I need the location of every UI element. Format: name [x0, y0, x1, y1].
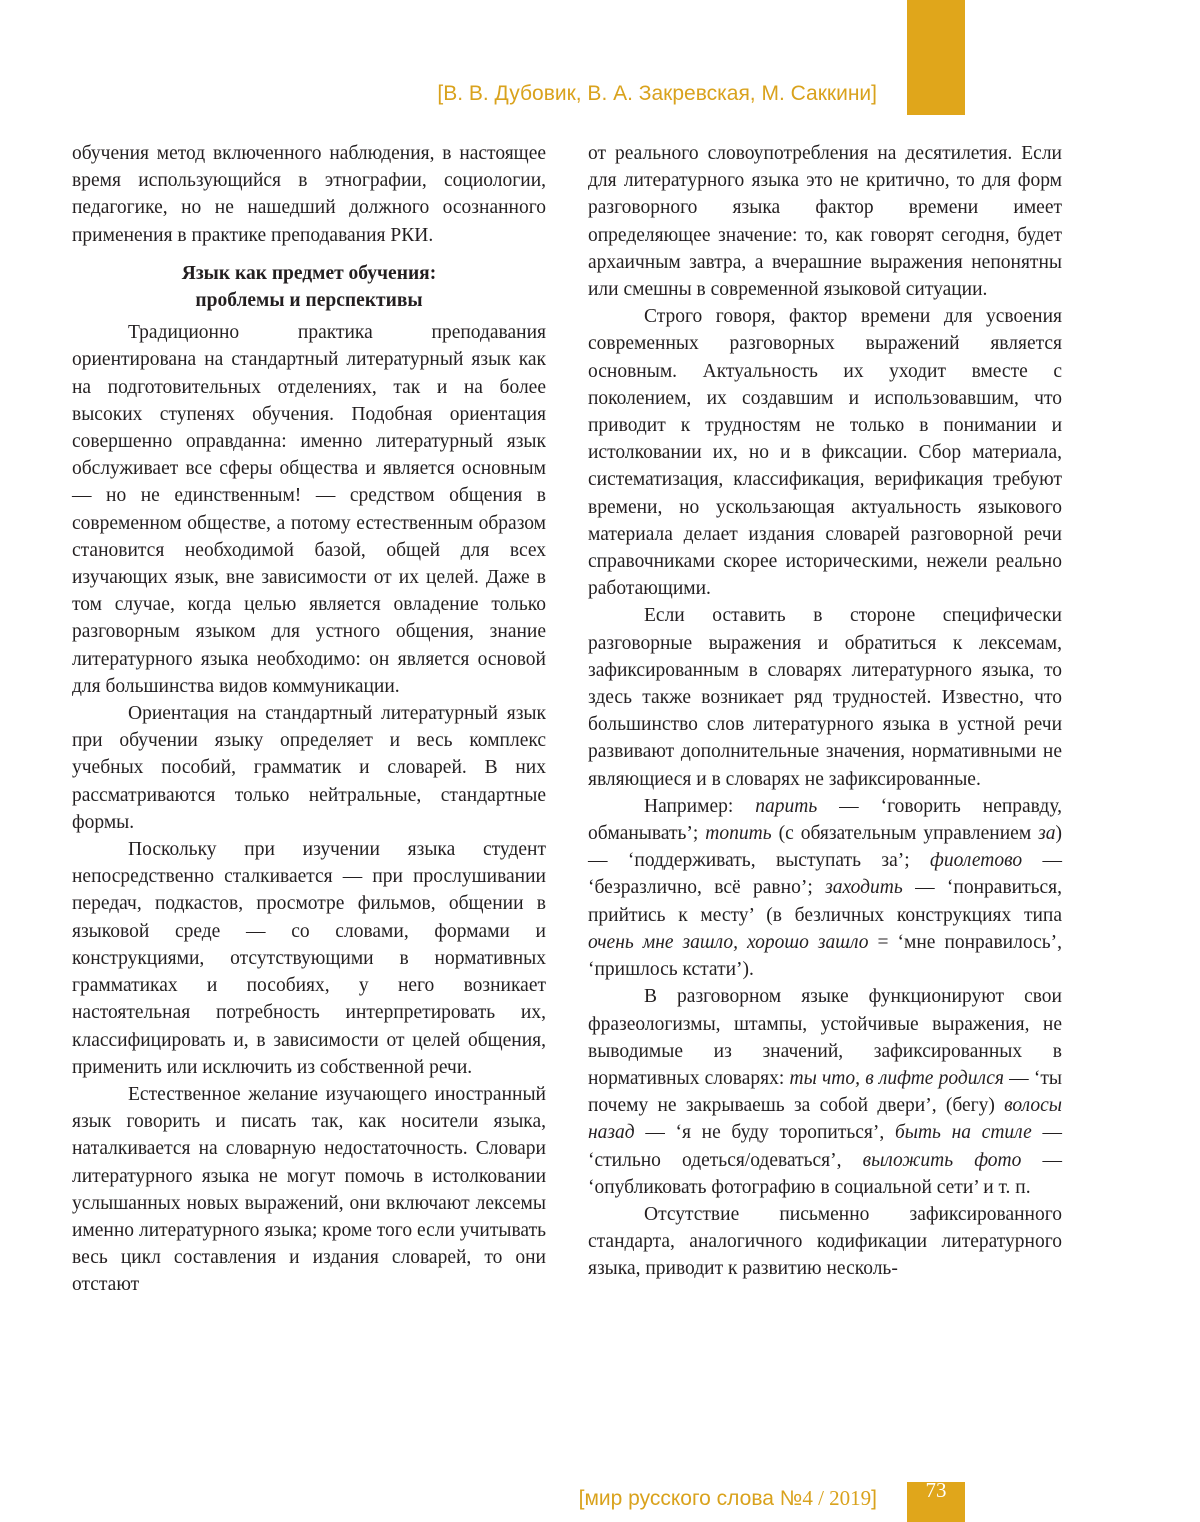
paragraph: Отсутствие письменно зафиксированного стандарта, аналогичного кодификации литературного языка, приводит к развитию несколь- — [588, 1203, 1062, 1280]
example-word: парить — [755, 795, 818, 817]
text-run: — ‘говорить неправду, обманывать’; — [588, 795, 1063, 845]
section-heading — [72, 260, 546, 314]
paragraph: Строго говоря, фактор времени для усвоения современных разговорных выражений является основным. Актуальность их уходит вместе с поколением, их создавшим и использовавшим, что приводит к трудностям не только в понимании и истолковании их, но и в фиксации. Сбор материала, систематизация, классификация, верификация требуют времени, но ускользающая актуальность языкового материала делает издания словарей разговорной речи справочниками скорее историческими, нежели реально работающими. — [588, 306, 1062, 600]
paragraph: Поскольку при изучении языка студент непосредственно сталкивается — при прослушивании передач, подкастов, просмотре фильмов, общении в языковой среде — со словами, формами и конструкциями, отсутствующими в нормативных грамматиках и пособиях, у него возникает настоятельная потребность интерпретировать их, классифицировать и, в зависимости от целей общения, применить или исключить из собственной речи. — [72, 839, 546, 1078]
journal-title: [мир русского слова — [578, 1487, 774, 1510]
paragraph: Естественное желание изучающего иностранный язык говорить и писать так, как носители языка, наталкивается на словарную недостаточность. Словари литературного языка не могут помочь в истолковании услышанных новых выражений, они включают лексемы именно литературного языка; кроме того если учитывать весь цикл составления и издания словарей, то они отстают — [72, 1083, 546, 1296]
example-phrase: волосы назад — [588, 1095, 1062, 1144]
example-phrase: выложить фото — [862, 1149, 1022, 1171]
text-run: ) — ‘поддерживать, выступать за’; — [588, 823, 1062, 872]
example-phrase: ты что, в лифте родился — [789, 1067, 1004, 1089]
paragraph-phraseology — [588, 983, 1062, 1201]
example-word: очень мне зашло, хорошо зашло — [588, 931, 869, 953]
text-run: — ‘опубликовать фотографию в социальной сети’ и т. п. — [588, 1149, 1062, 1198]
text-run: (с обязательным управлением — [771, 823, 1039, 845]
paragraph-examples — [588, 793, 1062, 983]
example-word: за — [1038, 823, 1056, 845]
left-column — [72, 140, 546, 1299]
paragraph: Ориентация на стандартный литературный язык при обучении языку определяет и весь комплекс учебных пособий, грамматик и словарей. В них рассматриваются только нейтральные, стандартные формы. — [72, 703, 546, 833]
running-footer-journal — [579, 1486, 877, 1511]
section-heading-line-1: Язык как предмет обучения: — [181, 262, 437, 284]
paragraph: обучения метод включенного наблюдения, в настоящее время использующийся в этнографии, социологии, педагогике, но не нашедший должного осознанного применения в практике преподавания РКИ. — [72, 143, 546, 246]
page-number: 73 — [925, 1478, 947, 1502]
issue-prefix: № — [773, 1487, 803, 1510]
text-run: Например: — [644, 795, 756, 817]
text-run: — ‘ты почему не закрываешь за собой двери’, (бегу) — [588, 1067, 1062, 1117]
text-run: — ‘стильно одеться/одеваться’, — [588, 1122, 1063, 1171]
section-heading-line-2: проблемы и перспективы — [195, 290, 423, 312]
running-header-authors: [В. В. Дубовик, В. А. Закревская, М. Саккини] — [437, 82, 877, 105]
top-accent-bar — [907, 0, 965, 115]
right-column — [588, 140, 1062, 1283]
example-word: топить — [705, 823, 772, 845]
text-run: — ‘безразлично, всё равно’; — [588, 850, 1062, 899]
example-word: фиолетово — [930, 850, 1023, 872]
issue-number: 4 / 2019 — [802, 1486, 872, 1510]
paragraph: от реального словоупотребления на десятилетия. Если для литературного языка это не критично, то для форм разговорного языка фактор времени имеет определяющее значение: то, как говорят сегодня, будет архаичным завтра, а вчерашние выражения непонятны или смешны в современной языковой ситуации. — [588, 143, 1062, 301]
footer-bracket: ] — [871, 1487, 877, 1510]
text-run: — ‘понравиться, прийтись к месту’ (в безличных конструкциях типа — [588, 877, 1063, 926]
example-phrase: быть на стиле — [894, 1122, 1032, 1144]
example-word: заходить — [825, 877, 903, 899]
text-run: — ‘я не буду торопиться’, — [634, 1122, 895, 1144]
paragraph: Если оставить в стороне специфически разговорные выражения и обратиться к лексемам, зафиксированным в словарях литературного языка, то здесь также возникает ряд трудностей. Известно, что большинство слов литературного языка в устной речи развивают дополнительные значения, нормативными не являющиеся и в словарях не зафиксированные. — [588, 605, 1062, 790]
text-run: = ‘мне понравилось’, ‘пришлось кстати’). — [588, 931, 1062, 981]
text-run: В разговорном языке функционируют свои фразеологизмы, штампы, устойчивые выражения, не выводимые из значений, зафиксированных в нормативных словарях: — [588, 986, 1062, 1089]
paragraph: Традиционно практика преподавания ориентирована на стандартный литературный язык как на подготовительных отделениях, так и на более высоких ступенях обучения. Подобная ориентация совершенно оправданна: именно литературный язык обслуживает все сферы общества и является основным — но не единственным! — средством общения в современном обществе, а потому естественным образом становится необходимой базой, общей для всех изучающих язык, вне зависимости от их целей. Даже в том случае, когда целью является овладение только разговорным языком для устного общения, знание литературного языка необходимо: он является основой для большинства видов коммуникации. — [72, 322, 546, 697]
